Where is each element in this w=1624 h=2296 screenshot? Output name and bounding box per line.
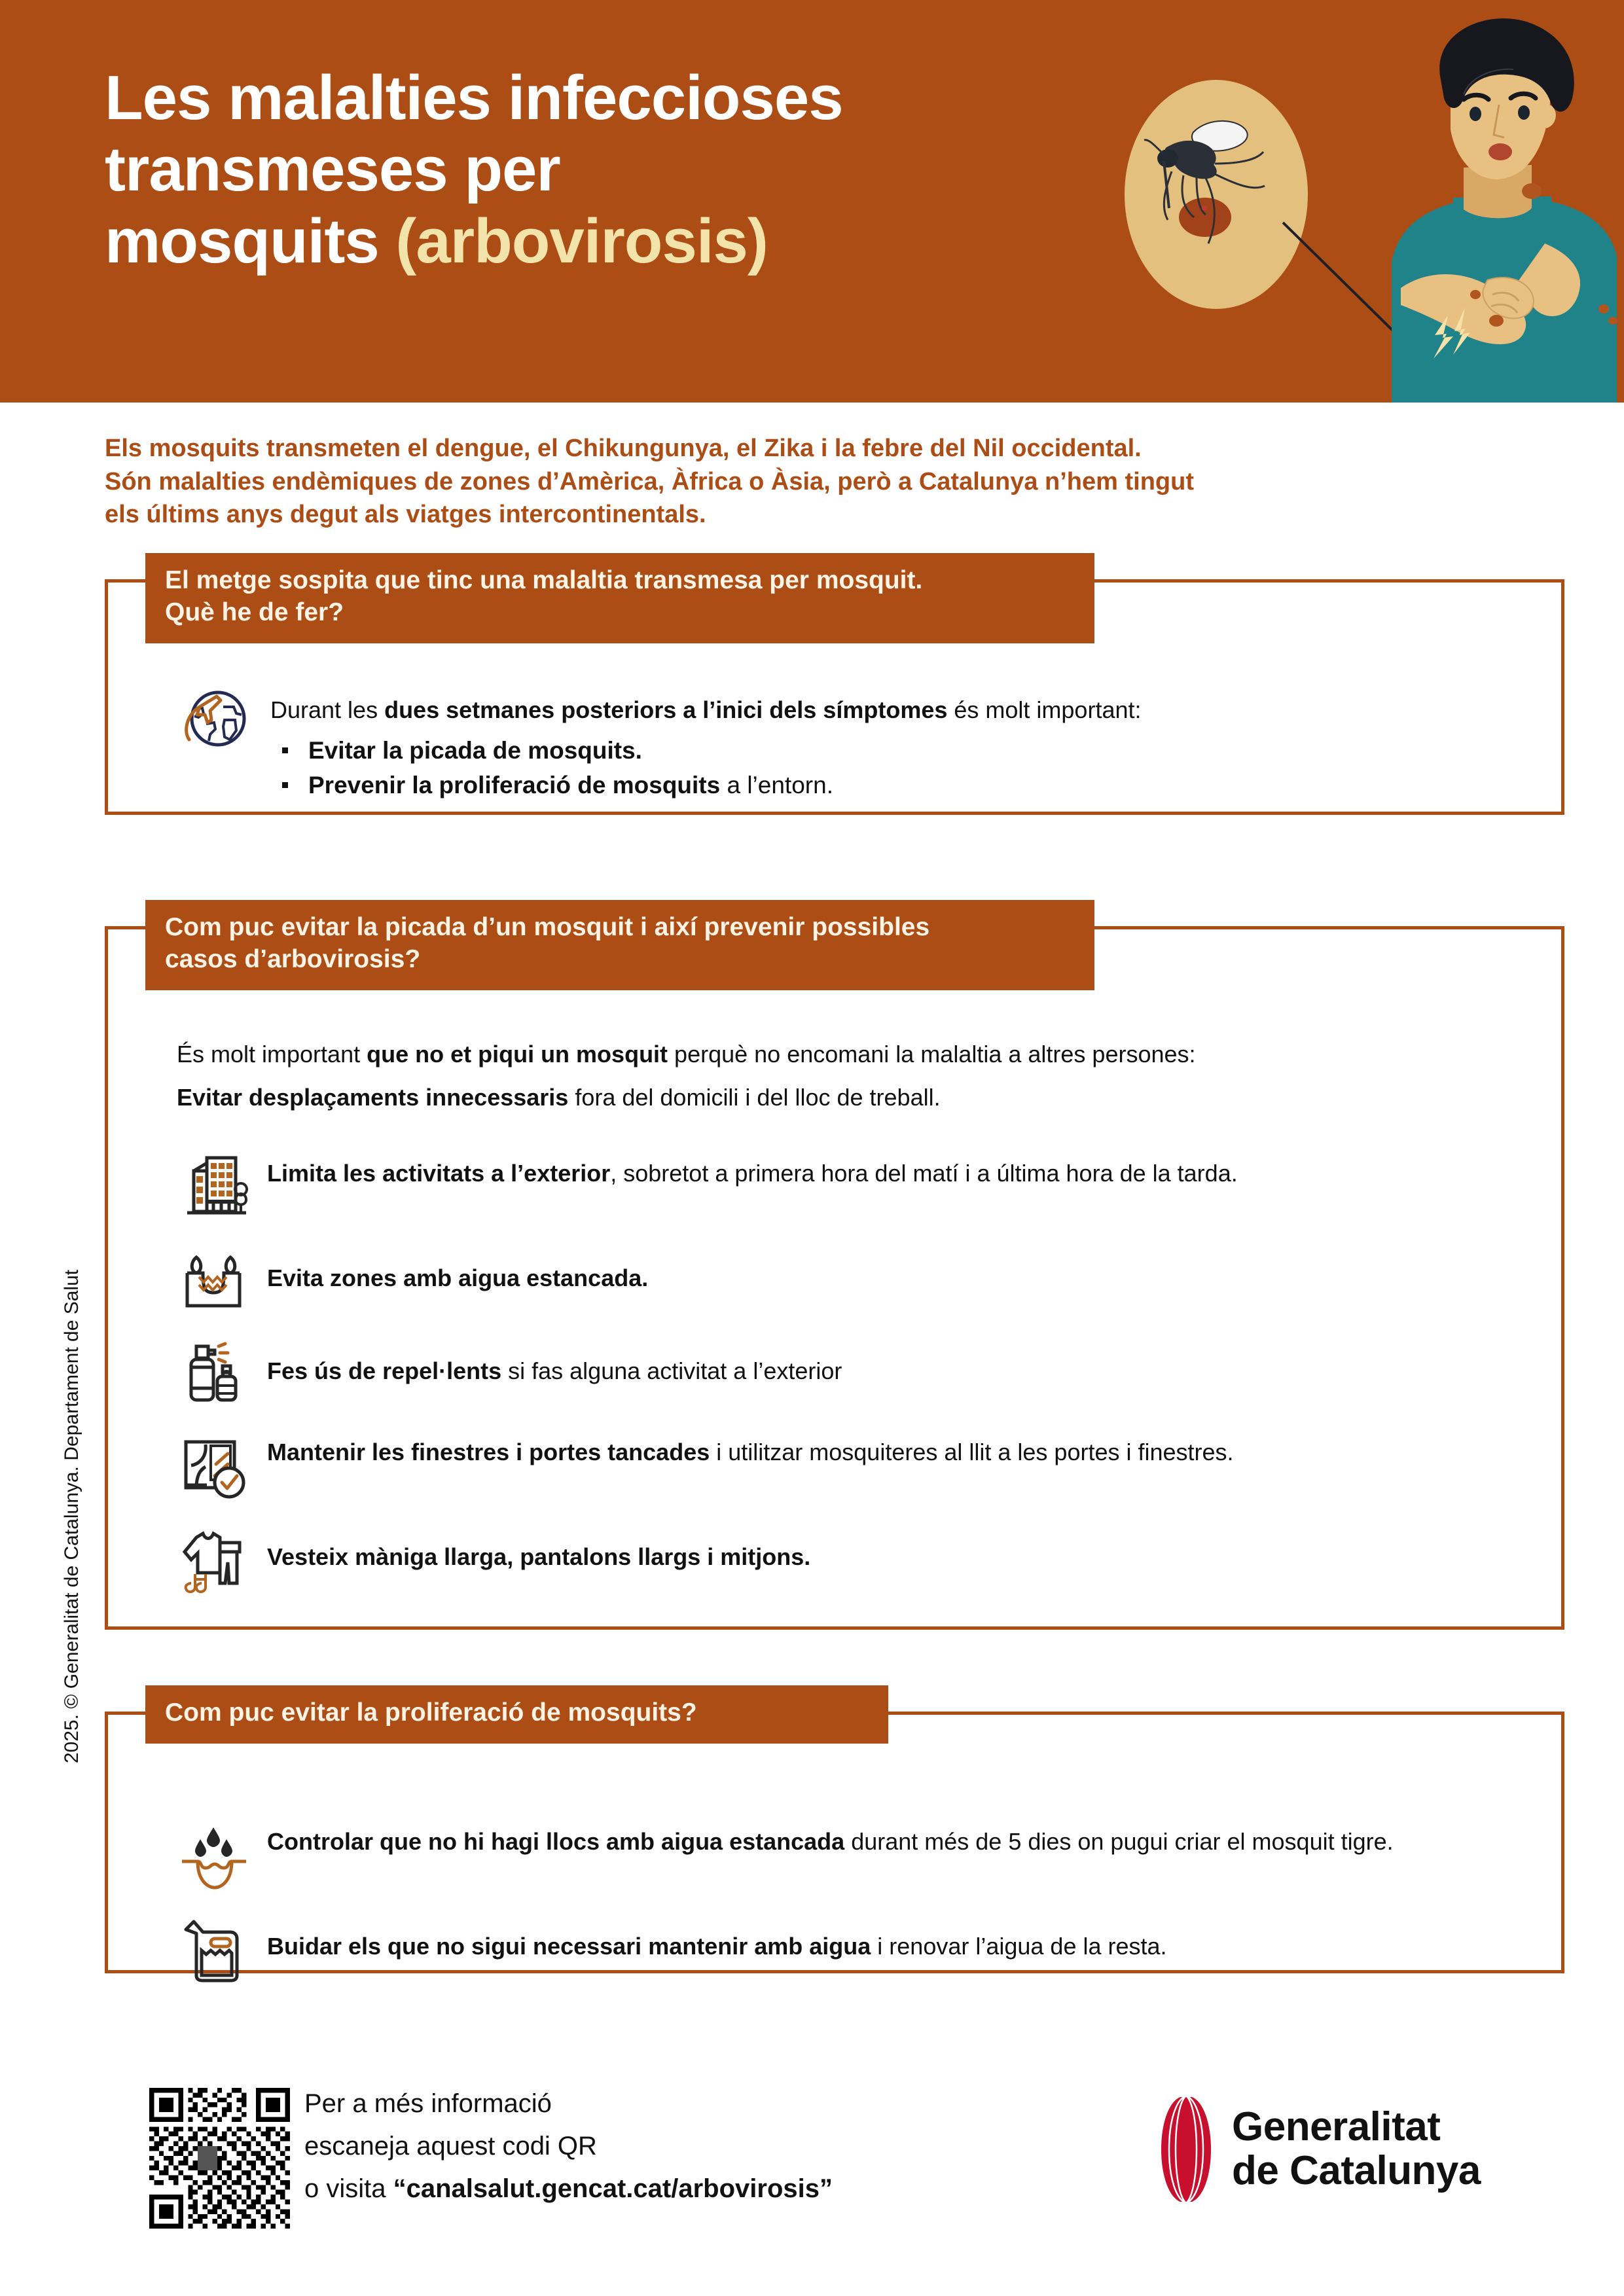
intro-line-1: Els mosquits transmeten el dengue, el Chikungunya, el Zika i la febre del Nil occidental. <box>105 435 1142 462</box>
item-rest: si fas alguna activitat a l’exterior <box>501 1357 842 1385</box>
item-text <box>267 1244 648 1295</box>
person-illustration <box>1335 13 1624 403</box>
bullet-rest: a l’entorn. <box>720 772 833 799</box>
item-rest: i renovar l’aigua de la resta. <box>871 1933 1167 1960</box>
generalitat-line-2: de Catalunya <box>1232 2148 1481 2193</box>
water-container-icon <box>177 1912 250 1986</box>
para1-plain-1: És molt important <box>177 1041 367 1067</box>
page-title-accent: (arbovirosis) <box>395 206 768 276</box>
item-bold: Limita les activitats a l’exterior <box>267 1160 611 1187</box>
section-header-line-2: Què he de fer? <box>165 598 344 626</box>
item-bold: Mantenir les finestres i portes tancades <box>267 1439 710 1466</box>
page-title-line-1: Les malalties infeccioses <box>105 63 843 133</box>
section-header-line-1: El metge sospita que tinc una malaltia transmesa per mosquit. <box>165 566 923 594</box>
item-text <box>267 1430 1234 1469</box>
long-clothing-icon <box>177 1523 250 1596</box>
lead-paragraph <box>270 694 1142 726</box>
item-text <box>267 1151 1238 1190</box>
item-text <box>267 1337 842 1388</box>
section-body <box>177 1037 1532 1616</box>
qr-line-3 <box>304 2168 833 2210</box>
section-header-tab <box>145 553 1094 643</box>
para2-plain: fora del domicili i del lloc de treball. <box>568 1084 941 1111</box>
qr-line-2: escaneja aquest codi QR <box>304 2131 597 2161</box>
generalitat-logo <box>1159 2094 1481 2204</box>
section-header-line-1: Com puc evitar la picada d’un mosquit i així prevenir possibles <box>165 913 930 941</box>
item-text <box>267 1820 1394 1858</box>
bullet-bold: Prevenir la proliferació de mosquits <box>308 772 721 799</box>
intro-line-3: els últims anys degut als viatges intercontinentals. <box>105 501 706 529</box>
list-item <box>177 1430 1532 1503</box>
item-text <box>267 1912 1167 1963</box>
generalitat-shield-icon <box>1159 2094 1214 2204</box>
item-bold: Controlar que no hi hagi llocs amb aigua estancada <box>267 1828 845 1855</box>
qr-line-1: Per a més informació <box>304 2089 552 2118</box>
item-bold: Evita zones amb aigua estancada. <box>267 1265 649 1292</box>
item-rest: , sobretot a primera hora del matí i a última hora de la tarda. <box>610 1160 1238 1187</box>
list-item <box>177 1912 1532 1986</box>
lead-plain-2: és molt important: <box>947 696 1142 723</box>
list-item <box>177 1820 1532 1893</box>
para2-bold: Evitar desplaçaments innecessaris <box>177 1084 569 1111</box>
generalitat-line-1: Generalitat <box>1232 2104 1441 2150</box>
intro-line-2: Són malalties endèmiques de zones d’Amèrica, Àfrica o Àsia, però a Catalunya n’hem tingut <box>105 467 1194 495</box>
qr-instructions <box>304 2083 833 2210</box>
website-url[interactable]: “canalsalut.gencat.cat/arbovirosis” <box>393 2174 833 2203</box>
section-header-tab <box>145 1685 888 1744</box>
list-item <box>177 1244 1532 1318</box>
list-item <box>270 733 1142 768</box>
water-puddle-drops-icon <box>177 1820 250 1893</box>
qr-line-3-plain: o visita <box>304 2174 393 2203</box>
item-bold: Buidar els que no sigui necessari mantenir amb aigua <box>267 1933 871 1960</box>
repellent-spray-icon <box>177 1337 250 1410</box>
bullet-bold: Evitar la picada de mosquits. <box>308 736 642 764</box>
item-rest: i utilitzar mosquiteres al llit a les portes i finestres. <box>710 1439 1234 1466</box>
page-title-line-3-plain: mosquits <box>105 206 396 276</box>
globe-airplane-icon <box>180 685 252 757</box>
section-body <box>180 694 1525 803</box>
list-item <box>177 1523 1532 1596</box>
intro-text <box>105 432 1564 531</box>
stagnant-water-icon <box>177 1244 250 1318</box>
intro-paragraph-2 <box>177 1081 1532 1115</box>
page-footer <box>0 2068 1624 2296</box>
para1-plain-2: perquè no encomani la malaltia a altres persones: <box>668 1041 1196 1067</box>
page-title-line-2: transmeses per <box>105 134 560 205</box>
advice-list <box>270 733 1142 803</box>
page-header <box>0 0 1624 403</box>
lead-bold: dues setmanes posteriors a l’inici dels símptomes <box>384 696 948 723</box>
generalitat-wordmark <box>1232 2106 1481 2193</box>
section-header-line-2: casos d’arbovirosis? <box>165 944 421 973</box>
section-doctor-suspects <box>105 553 1564 815</box>
list-item <box>177 1151 1532 1225</box>
section-body <box>177 1820 1532 2005</box>
page-title-line-3 <box>105 206 1126 277</box>
building-tree-icon <box>177 1151 250 1225</box>
intro-paragraph-1 <box>177 1037 1532 1071</box>
lead-plain-1: Durant les <box>270 696 385 723</box>
copyright-credit: 2025. © Generalitat de Catalunya. Departament de Salut <box>61 1269 82 1764</box>
item-text <box>267 1523 810 1573</box>
section-header-line-1: Com puc evitar la proliferació de mosquits? <box>165 1698 697 1727</box>
item-rest: durant més de 5 dies on pugui criar el mosquit tigre. <box>844 1828 1394 1855</box>
list-item <box>177 1337 1532 1410</box>
qr-code[interactable] <box>149 2088 290 2229</box>
para1-bold: que no et piqui un mosquit <box>367 1041 668 1067</box>
section-header-tab <box>145 900 1094 990</box>
list-item <box>270 768 1142 803</box>
item-bold: Vesteix màniga llarga, pantalons llargs i mitjons. <box>267 1543 811 1571</box>
closed-window-check-icon <box>177 1430 250 1503</box>
section-avoid-proliferation <box>105 1685 1564 1973</box>
section-avoid-bite <box>105 900 1564 1630</box>
page-title <box>105 62 1126 277</box>
item-bold: Fes ús de repel·lents <box>267 1357 502 1385</box>
